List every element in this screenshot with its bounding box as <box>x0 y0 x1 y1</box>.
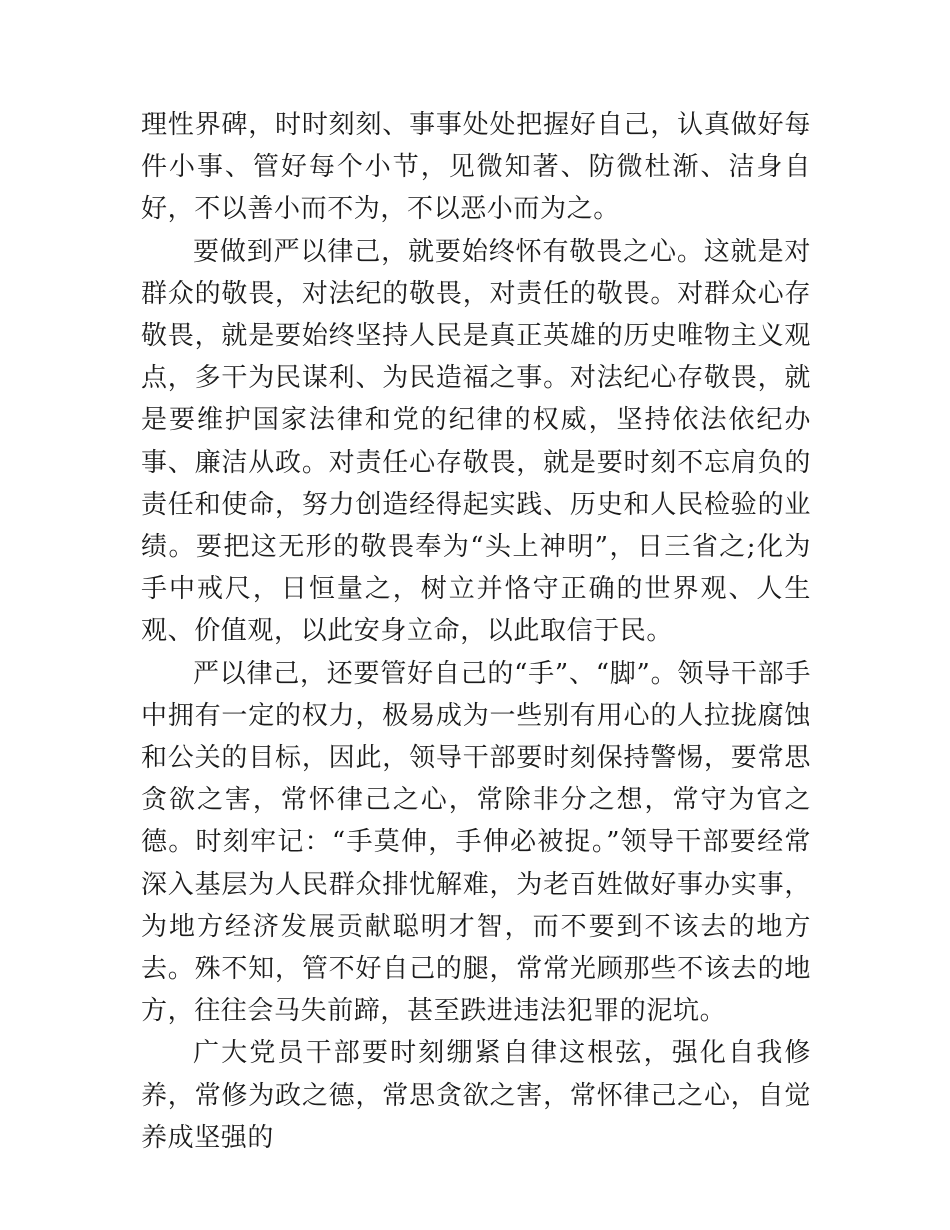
document-body <box>141 104 811 1159</box>
paragraph-awe: 要做到严以律己，就要始终怀有敬畏之心。这就是对群众的敬畏，对法纪的敬畏，对责任的敬畏。对群众心存敬畏，就是要始终坚持人民是真正英雄的历史唯物主义观点，多干为民谋利、为民造福之事。对法纪心存敬畏，就是要维护国家法律和党的纪律的权威，坚持依法依纪办事、廉洁从政。对责任心存敬畏，就是要时刻不忘肩负的责任和使命，努力创造经得起实践、历史和人民检验的业绩。要把这无形的敬畏奉为“头上神明”，日三省之;化为手中戒尺，日恒量之，树立并恪守正确的世界观、人生观、价值观，以此安身立命，以此取信于民。 <box>141 236 811 647</box>
paragraph-self-discipline: 广大党员干部要时刻绷紧自律这根弦，强化自我修养，常修为政之德，常思贪欲之害，常怀律己之心，自觉养成坚强的 <box>141 1038 811 1153</box>
paragraph-hands-feet: 严以律己，还要管好自己的“手”、“脚”。领导干部手中拥有一定的权力，极易成为一些别有用心的人拉拢腐蚀和公关的目标，因此，领导干部要时刻保持警惕，要常思贪欲之害，常怀律己之心，常除非分之想，常守为官之德。时刻牢记：“手莫伸，手伸必被捉。”领导干部要经常深入基层为人民群众排忧解难，为老百姓做好事办实事，为地方经济发展贡献聪明才智，而不要到不该去的地方去。殊不知，管不好自己的腿，常常光顾那些不该去的地方，往往会马失前蹄，甚至跌进违法犯罪的泥坑。 <box>141 658 811 1027</box>
paragraph-continuation: 理性界碑，时时刻刻、事事处处把握好自己，认真做好每件小事、管好每个小节，见微知著、防微杜渐、洁身自好，不以善小而不为，不以恶小而为之。 <box>141 110 811 225</box>
